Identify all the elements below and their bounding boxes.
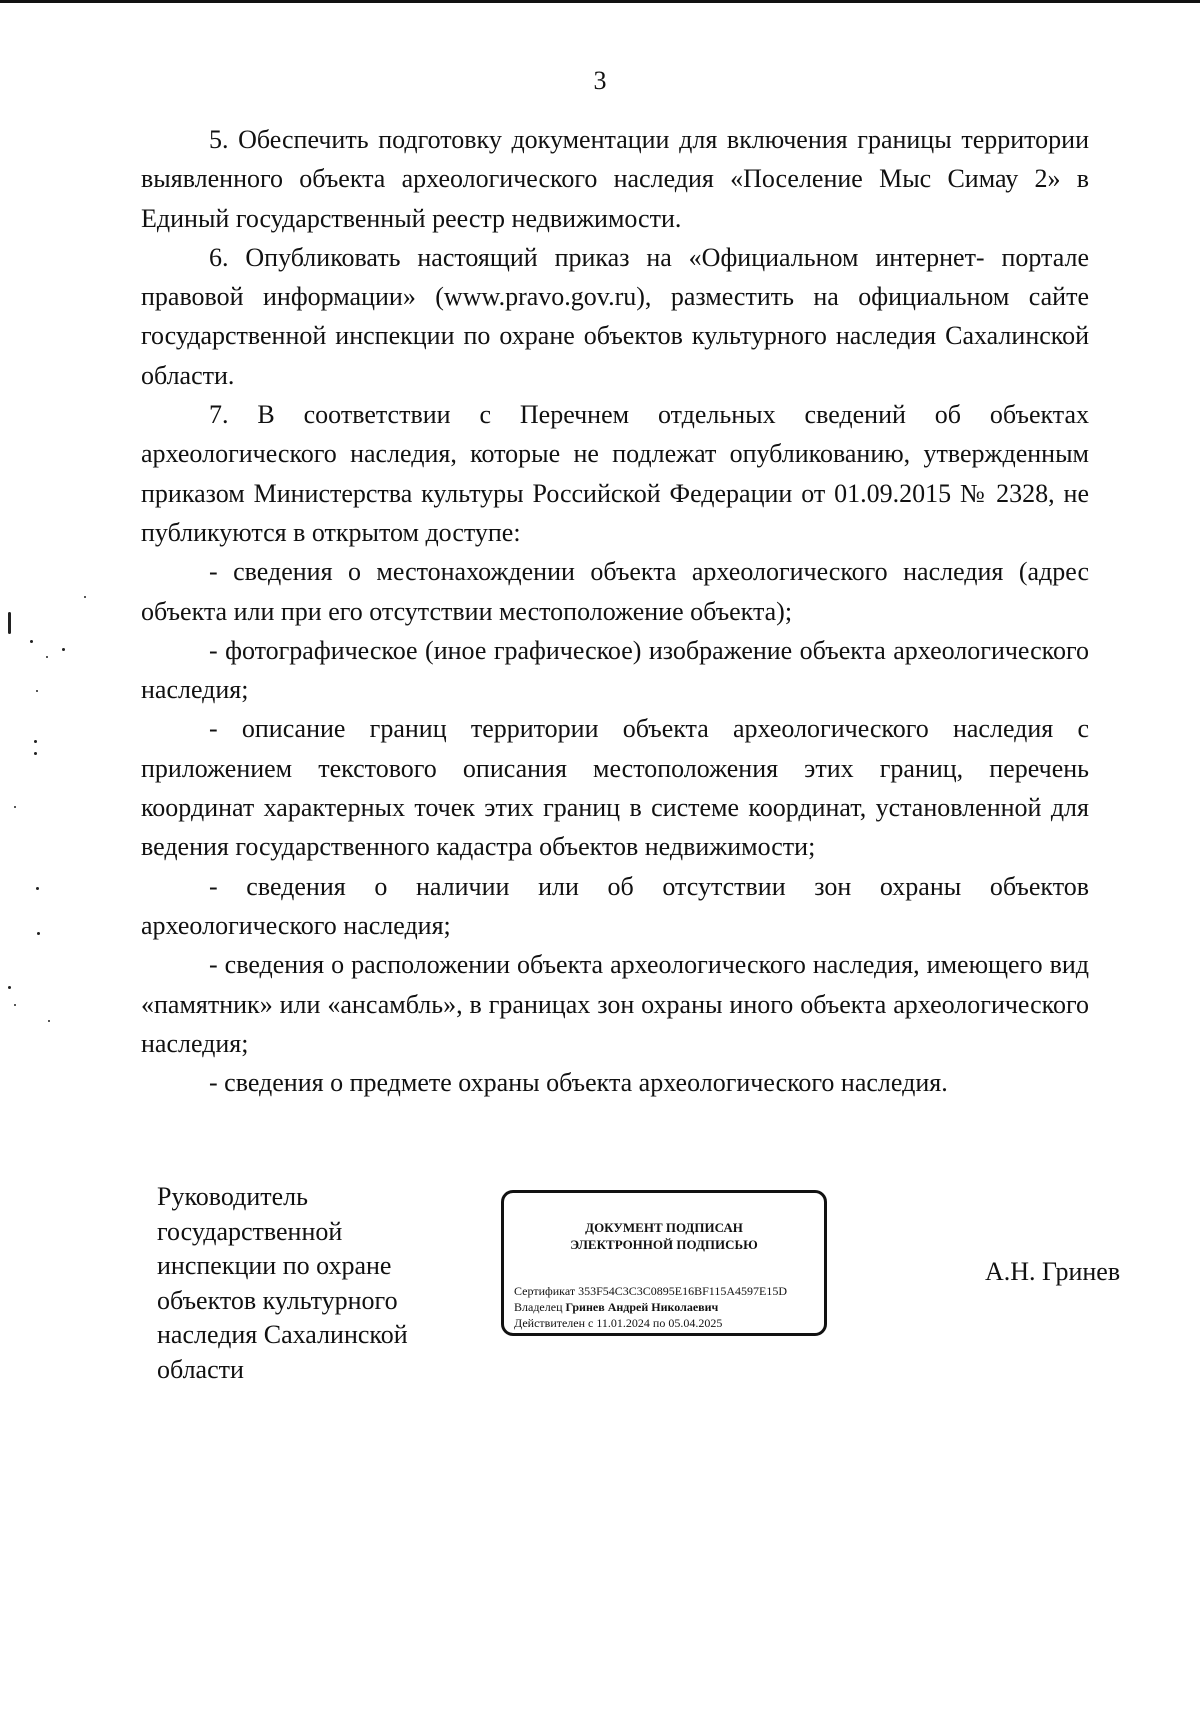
paragraph-item-6: 6. Опубликовать настоящий приказ на «Официальном интернет- портале правовой информации» (www.pravo.gov.ru), разместить на официальном сайте государственной инспекции по охране объектов культурного наследия Сахалинской области. <box>141 242 1089 390</box>
list-item-monument-location: - сведения о расположении объекта археологического наследия, имеющего вид «памятник» или «ансамбль», в границах зон охраны иного объекта археологического наследия; <box>141 950 1089 1058</box>
scan-speck <box>14 1004 16 1006</box>
scan-speck <box>36 887 39 890</box>
scan-speck <box>62 648 65 651</box>
scan-speck <box>36 690 38 692</box>
scan-speck <box>34 740 37 743</box>
page-number: 3 <box>593 66 607 95</box>
list-item-location: - сведения о местонахождении объекта археологического наследия (адрес объекта или при его отсутствии местоположение объекта); <box>141 557 1089 626</box>
stamp-certificate-value: 353F54C3C3C0895E16BF115A4597E15D <box>578 1284 788 1298</box>
paragraph-item-7: 7. В соответствии с Перечнем отдельных сведений об объектах археологического наследия, которые не подлежат опубликованию, утвержденным приказом Министерства культуры Российской Федерации от 01.09.2015 № 2328, не публикуются в открытом доступе: <box>141 400 1089 547</box>
signature-section <box>0 1180 1200 1384</box>
scan-speck <box>30 640 33 643</box>
stamp-certificate-label: Сертификат <box>514 1284 576 1298</box>
signer-title-line: государственной <box>157 1216 343 1246</box>
scan-speck <box>8 986 11 989</box>
signer-title-line: объектов культурного <box>157 1285 398 1315</box>
scan-speck <box>14 806 16 808</box>
list-item-photo: - фотографическое (иное графическое) изображение объекта археологического наследия; <box>141 635 1089 705</box>
document-body <box>141 120 1089 1102</box>
signer-title-line: области <box>157 1354 244 1384</box>
scan-speck <box>84 596 86 598</box>
signer-title-line: инспекции по охране <box>157 1251 392 1280</box>
electronic-signature-stamp <box>501 1190 827 1336</box>
scan-speck <box>34 752 37 755</box>
list-item-protection-zones: - сведения о наличии или об отсутствии зон охраны объектов археологического наследия; <box>141 871 1089 940</box>
stamp-owner-value: Гринев Андрей Николаевич <box>565 1300 719 1314</box>
scan-speck <box>8 612 11 634</box>
stamp-details <box>514 1283 824 1331</box>
top-edge-rule <box>0 0 1200 3</box>
signer-title-line: Руководитель <box>157 1182 308 1211</box>
stamp-owner <box>514 1299 824 1315</box>
stamp-certificate <box>514 1283 824 1299</box>
stamp-owner-label: Владелец <box>514 1300 563 1314</box>
signer-title <box>157 1180 457 1387</box>
signer-title-line: наследия Сахалинской <box>157 1320 408 1349</box>
paragraph-item-5: 5. Обеспечить подготовку документации для включения границы территории выявленного объекта археологического наследия «Поселение Мыс Симау 2» в Единый государственный реестр недвижимости. <box>141 125 1089 233</box>
scan-speck <box>37 932 40 935</box>
signer-name: А.Н. Гринев <box>985 1257 1121 1286</box>
stamp-heading <box>504 1219 824 1253</box>
scan-speck <box>48 1020 50 1022</box>
list-item-protection-subject: - сведения о предмете охраны объекта археологического наследия. <box>209 1068 948 1098</box>
stamp-heading-line: ДОКУМЕНТ ПОДПИСАН <box>585 1220 743 1235</box>
scan-speck <box>46 656 48 658</box>
stamp-heading-line: ЭЛЕКТРОННОЙ ПОДПИСЬЮ <box>570 1237 758 1252</box>
stamp-validity: Действителен с 11.01.2024 по 05.04.2025 <box>514 1316 723 1330</box>
list-item-boundaries: - описание границ территории объекта археологического наследия с приложением текстового описания местоположения этих границ, перечень координат характерных точек этих границ в системе координат, установленной для ведения государственного кадастра объектов недвижимости; <box>141 714 1089 862</box>
